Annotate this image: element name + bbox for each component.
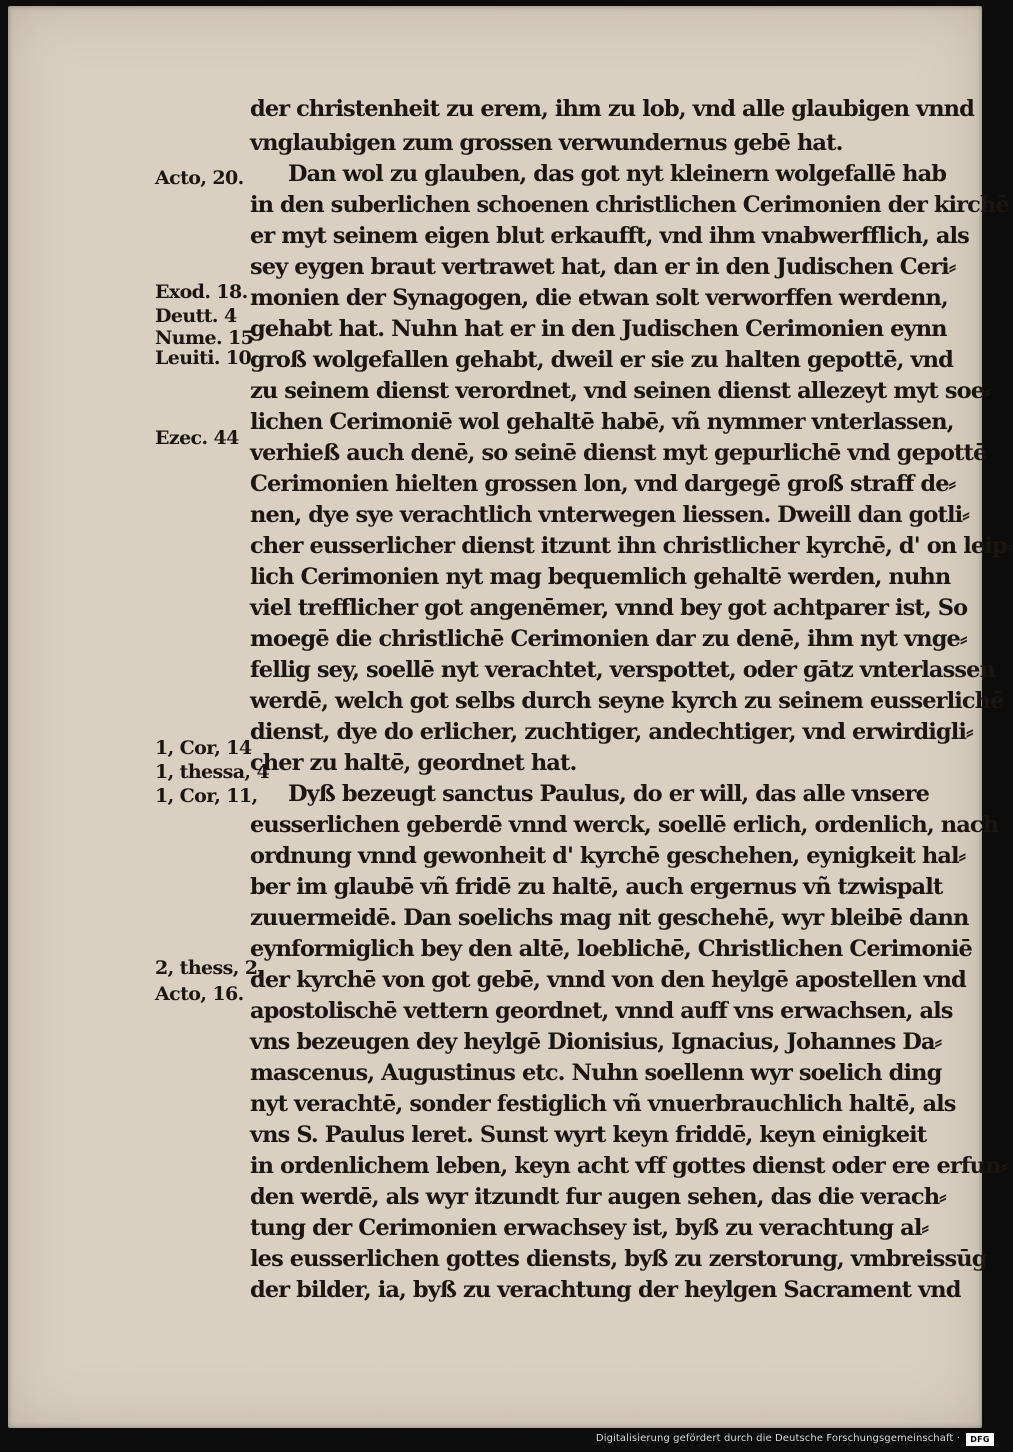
text-line-25: ordnung vnnd gewonheit d' kyrchē geschehen, eynigkeit hal⸗ bbox=[250, 843, 966, 869]
text-line-24: eusserlichen geberdē vnnd werck, soellē erlich, ordenlich, nach bbox=[250, 812, 999, 838]
text-line-6: sey eygen braut vertrawet hat, dan er in den Judischen Ceri⸗ bbox=[250, 254, 956, 280]
text-line-30: apostolischē vettern geordnet, vnnd auff vns erwachsen, als bbox=[250, 998, 953, 1024]
margin-note: Ezec. 44 bbox=[155, 427, 239, 449]
text-line-3: Dan wol zu glauben, das got nyt kleinern wolgefallē hab bbox=[288, 161, 947, 187]
text-line-12: verhieß auch denē, so seinē dienst myt gepurlichē vnd gepottē bbox=[250, 440, 987, 466]
funding-notice: Digitalisierung gefördert durch die Deutsche Forschungsgemeinschaft · bbox=[595, 1433, 960, 1444]
text-line-18: moegē die christlichē Cerimonien dar zu denē, ihm nyt vnge⸗ bbox=[250, 626, 967, 652]
text-line-13: Cerimonien hielten grossen lon, vnd dargegē groß straff de⸗ bbox=[250, 471, 956, 497]
text-line-35: in ordenlichem leben, keyn acht vff gottes dienst oder ere erfun⸗ bbox=[250, 1153, 1008, 1179]
text-line-27: zuuermeidē. Dan soelichs mag nit geschehē, wyr bleibē dann bbox=[250, 905, 969, 931]
margin-note: Acto, 16. bbox=[155, 983, 244, 1005]
text-line-1: der christenheit zu erem, ihm zu lob, vnd alle glaubigen vnnd bbox=[250, 96, 974, 122]
margin-note: Leuiti. 10 bbox=[155, 347, 252, 369]
text-line-5: er myt seinem eigen blut erkaufft, vnd ihm vnabwerfflich, als bbox=[250, 223, 969, 249]
margin-note: 2, thess, 2, bbox=[155, 957, 264, 979]
margin-note: 1, thessa, 4 bbox=[155, 761, 270, 783]
text-line-39: der bilder, ia, byß zu verachtung der heylgen Sacrament vnd bbox=[250, 1277, 961, 1303]
text-line-21: dienst, dye do erlicher, zuchtiger, andechtiger, vnd erwirdigli⸗ bbox=[250, 719, 973, 745]
text-line-17: viel trefflicher got angenēmer, vnnd bey got achtparer ist, So bbox=[250, 595, 968, 621]
text-line-32: mascenus, Augustinus etc. Nuhn soellenn wyr soelich ding bbox=[250, 1060, 942, 1086]
text-line-8: gehabt hat. Nuhn hat er in den Judischen Cerimonien eynn bbox=[250, 316, 947, 342]
text-line-36: den werdē, als wyr itzundt fur augen sehen, das die verach⸗ bbox=[250, 1184, 946, 1210]
text-line-29: der kyrchē von got gebē, vnnd von den heylgē apostellen vnd bbox=[250, 967, 966, 993]
dfg-logo: DFG bbox=[966, 1433, 994, 1446]
text-line-28: eynformiglich bey den altē, loeblichē, Christlichen Cerimoniē bbox=[250, 936, 972, 962]
text-line-34: vns S. Paulus leret. Sunst wyrt keyn friddē, keyn einigkeit bbox=[250, 1122, 927, 1148]
text-line-9: groß wolgefallen gehabt, dweil er sie zu halten gepottē, vnd bbox=[250, 347, 953, 373]
margin-note: Deutt. 4 bbox=[155, 305, 237, 327]
text-line-19: fellig sey, soellē nyt verachtet, verspottet, oder gātz vnterlassen bbox=[250, 657, 996, 683]
text-line-37: tung der Cerimonien erwachsey ist, byß zu verachtung al⸗ bbox=[250, 1215, 929, 1241]
text-line-2: vnglaubigen zum grossen verwundernus gebē hat. bbox=[250, 130, 843, 156]
margin-note: Exod. 18. bbox=[155, 281, 248, 303]
text-line-14: nen, dye sye verachtlich vnterwegen liessen. Dweill dan gotli⸗ bbox=[250, 502, 969, 528]
text-line-23: Dyß bezeugt sanctus Paulus, do er will, das alle vnsere bbox=[288, 781, 929, 807]
text-line-11: lichen Cerimoniē wol gehaltē habē, vñ nymmer vnterlassen, bbox=[250, 409, 954, 435]
text-line-33: nyt verachtē, sonder festiglich vñ vnuerbrauchlich haltē, als bbox=[250, 1091, 956, 1117]
text-line-31: vns bezeugen dey heylgē Dionisius, Ignacius, Johannes Da⸗ bbox=[250, 1029, 942, 1055]
margin-note: Acto, 20. bbox=[155, 167, 244, 189]
text-line-22: cher zu haltē, geordnet hat. bbox=[250, 750, 577, 776]
text-line-26: ber im glaubē vñ fridē zu haltē, auch ergernus vñ tzwispalt bbox=[250, 874, 943, 900]
text-line-38: les eusserlichen gottes diensts, byß zu zerstorung, vmbreissūg bbox=[250, 1246, 987, 1272]
margin-note: 1, Cor, 14 bbox=[155, 737, 252, 759]
text-line-20: werdē, welch got selbs durch seyne kyrch zu seinem eusserlichē bbox=[250, 688, 1004, 714]
text-line-7: monien der Synagogen, die etwan solt verworffen werdenn, bbox=[250, 285, 948, 311]
margin-note: 1, Cor, 11, bbox=[155, 785, 258, 807]
text-line-4: in den suberlichen schoenen christlichen Cerimonien der kirchē bbox=[250, 192, 1009, 218]
text-line-16: lich Cerimonien nyt mag bequemlich gehaltē werden, nuhn bbox=[250, 564, 951, 590]
text-line-10: zu seinem dienst verordnet, vnd seinen dienst allezeyt myt soe⸗ bbox=[250, 378, 991, 404]
text-line-15: cher eusserlicher dienst itzunt ihn christlicher kyrchē, d' on leip⸗ bbox=[250, 533, 1013, 559]
margin-note: Nume. 15 bbox=[155, 327, 254, 349]
